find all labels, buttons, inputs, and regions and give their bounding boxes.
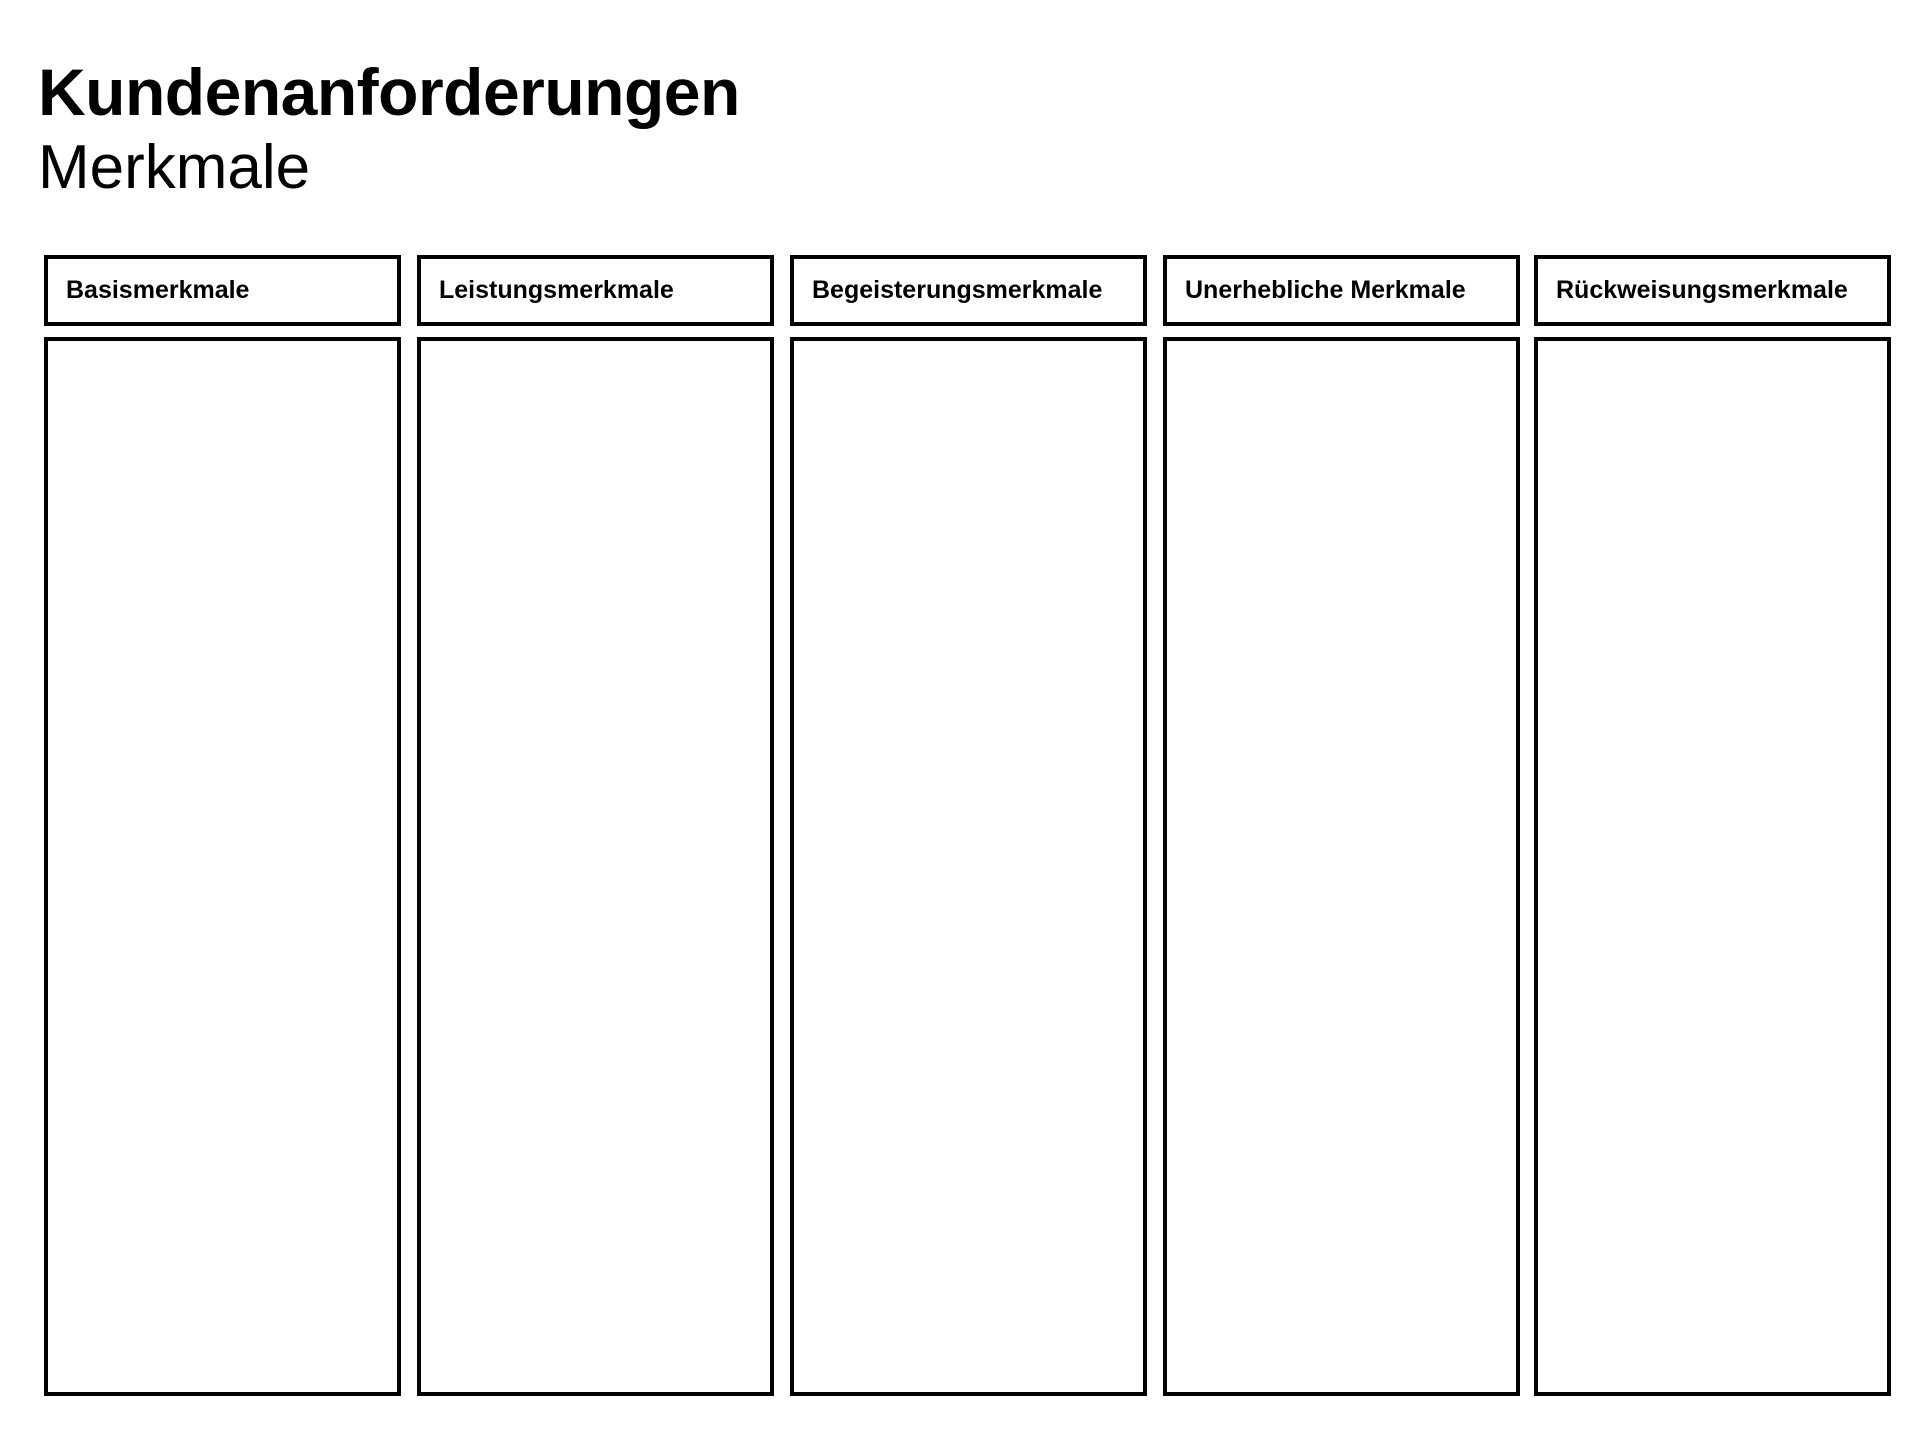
- column-header: [1163, 255, 1520, 326]
- page-title: Kundenanforderungen: [38, 55, 740, 129]
- column-header: [417, 255, 774, 326]
- column-body[interactable]: [790, 337, 1147, 1396]
- column-body[interactable]: [1163, 337, 1520, 1396]
- column-body[interactable]: [44, 337, 401, 1396]
- column-body[interactable]: [417, 337, 774, 1396]
- column-header: [1534, 255, 1891, 326]
- column-header-label: Unerhebliche Merkmale: [1185, 276, 1466, 304]
- column-header-label: Begeisterungsmerkmale: [812, 276, 1103, 304]
- column-header: [790, 255, 1147, 326]
- column-body[interactable]: [1534, 337, 1891, 1396]
- column-header-label: Leistungsmerkmale: [439, 276, 674, 304]
- page-subtitle: Merkmale: [38, 133, 311, 202]
- column-header-label: Rückweisungsmerkmale: [1556, 276, 1848, 304]
- column-header-label: Basismerkmale: [66, 276, 250, 304]
- column-header: [44, 255, 401, 326]
